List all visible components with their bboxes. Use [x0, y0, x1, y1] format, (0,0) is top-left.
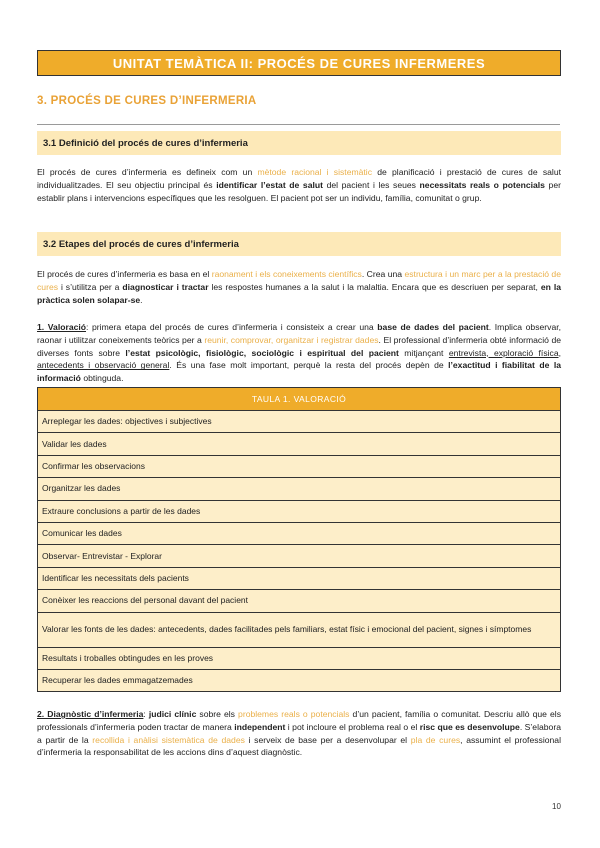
section-divider — [37, 124, 560, 125]
table-row: Recuperar les dades emmagatzemades — [38, 669, 561, 691]
unit-banner: UNITAT TEMÀTICA II: PROCÉS DE CURES INFERMERES — [37, 50, 561, 76]
subsection-title-etapes: 3.2 Etapes del procés de cures d’infermeria — [37, 232, 561, 256]
table-row: Organitzar les dades — [38, 478, 561, 500]
paragraph-etapes: El procés de cures d’infermeria es basa en el raonament i els coneixements científics. Crea una estructura i un marc per a la prestació de cures i s’utilitza per a diagnosticar i tractar les respostes humanes a la salut i la malaltia. Encara que es descriuen per separat, en la pràctica solen solapar-se. — [37, 269, 561, 305]
table-row: Comunicar les dades — [38, 522, 561, 544]
section-title: 3. PROCÉS DE CURES D’INFERMERIA — [37, 95, 257, 107]
subsection-title-definicio: 3.1 Definició del procés de cures d’infermeria — [37, 131, 561, 155]
paragraph-diagnostic: 2. Diagnòstic d’infermeria: judici clínic sobre els problemes reals o potencials d’un pacient, família o comunitat. Descriu allò que els professionals d’infermeria poden tractar de manera independent i pot incloure el problema real o el risc que es desenvolupe. S’elabora a partir de la recollida i anàlisi sistemàtica de dades i serveix de base per a desenvolupar el pla de cures, assumint el professional d’infermeria la responsabilitat de les accions dins d’aquest diagnòstic. — [37, 709, 561, 758]
page-number: 10 — [552, 802, 561, 811]
paragraph-definicio: El procés de cures d’infermeria es defineix com un mètode racional i sistemàtic de planificació i prestació de cures de salut individualitzades. El seu objectiu principal és identificar l’estat de salut del pacient i les seues necessitats reals o potencials per establir plans i intervencions específiques que les resolguen. El pacient pot ser un individu, família, comunitat o grup. — [37, 167, 561, 203]
table-row: Observar- Entrevistar - Explorar — [38, 545, 561, 567]
paragraph-valoracio: 1. Valoració: primera etapa del procés de cures d’infermeria i consisteix a crear una base de dades del pacient. Implica observar, raonar i utilitzar coneixements teòrics per a reunir, comprovar, organitzar i registrar dades. El professional d’infermeria obté informació de diverses fonts sobre l’estat psicològic, fisiològic, sociològic i espiritual del pacient mitjançant entrevista, exploració física, antecedents i observació general. És una fase molt important, perquè la resta del procés depèn de l’exactitud i fiabilitat de la informació obtinguda. — [37, 322, 562, 384]
valoracio-table — [37, 387, 561, 692]
table-row: Extraure conclusions a partir de les dades — [38, 500, 561, 522]
table-row: Validar les dades — [38, 433, 561, 455]
table-row: Confirmar les observacions — [38, 455, 561, 477]
table-row: Arreplegar les dades: objectives i subjectives — [38, 411, 561, 433]
table-row: Conèixer les reaccions del personal davant del pacient — [38, 590, 561, 612]
table-row: Resultats i troballes obtingudes en les proves — [38, 647, 561, 669]
table-row: Valorar les fonts de les dades: antecedents, dades facilitades pels familiars, estat físic i emocional del pacient, signes i símptomes — [38, 612, 561, 647]
table-header: TAULA 1. VALORACIÓ — [38, 388, 561, 411]
table-row: Identificar les necessitats dels pacients — [38, 567, 561, 589]
